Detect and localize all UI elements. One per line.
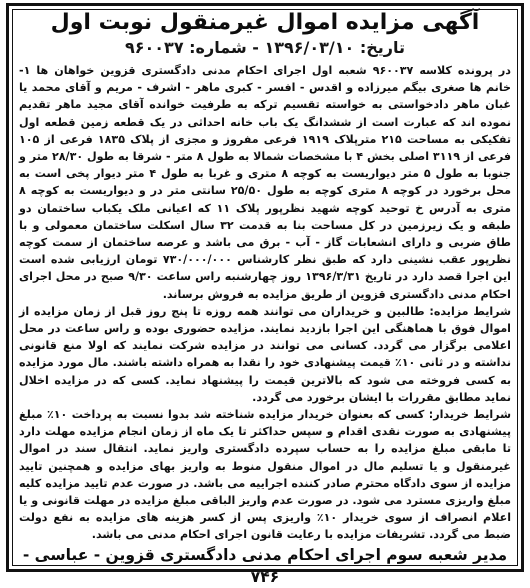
notice-frame [6,3,524,586]
notice-date-number: تاریخ: ۱۳۹۶/۰۳/۱۰ - شماره: ۹۶۰۰۳۷ [124,38,405,57]
notice-signature: مدیر شعبه سوم اجرای احکام مدنی دادگستری قزوین - عباسی - ۷۴۶ [22,545,508,586]
notice-title: آگهی مزایده اموال غیرمنقول نوبت اول [50,10,480,35]
notice-paragraph-buyer-terms: شرایط خریدار: کسی که بعنوان خریدار مزایده شناخته شد بدوا نسبت به پرداخت ۱۰٪ مبلغ پیشنهادی به صورت نقدی اقدام و سپس حداکثر تا یک ماه از زمان انجام مزایده مهلت دارد تا مابقی مبلغ مزایده را به حساب سپرده دادگستری واریز نماید. انتقال سند در اموال غیرمنقول و یا تسلیم مال در اموال منقول منوط به واریز بهای مزایده و همچنین تایید مزایده از سوی دادگاه محترم صادر کننده اجراییه می باشد. در صورت عدم تایید مزایده کلیه مبلغ واریزی مسترد می شود. در صورت عدم واریز الباقی مبلغ مزایده در مهلت قانونی و یا اعلام انصراف از سوی خریدار ۱۰٪ واریزی پس از کسر هزینه های مزایده به نفع دولت ضبط می گردد. تشریفات مزایده با رعایت قانون اجرای احکام مدنی می باشد. [19,408,511,542]
notice-paragraph-property: در پرونده کلاسه ۹۶۰۰۳۷ شعبه اول اجرای احکام مدنی دادگستری قزوین خواهان ها ۱- خانم ها صغری بیگم میرزاده و اقدس - افسر - کبری ماهر - اشرف - مریم و آقای محمد یا غبان ماهر دادخواستی به خواسته تقسیم ترکه به طرفیت خوانده آقای مجید ماهر تقدیم نموده اند که عبارت است از ششدانگ یک باب خانه احداثی در یک قطعه زمین قطعه اول تفکیکی به مساحت ۲۱۵ مترپلاک ۱۹۱۹ فرعی مفروز و مجزی از پلاک ۱۸۳۵ فرعی از ۱۰۵ فرعی از ۳۱۱۹ اصلی بخش ۴ با مشخصات شمالا به طول ۸ متر - شرقا به طول ۲۸/۳۰ متر و جنوبا به طول ۵ متر دیواریست به کوچه ۸ متری و غربا به طول ۴ متر دیوار پخی است به محل برخورد در کوچه ۸ متری کوچه به طول ۲۵/۵۰ سانتی متر در و دیواریست به کوچه ۸ متری به آدرس خ توحید کوچه شهید نظرپور پلاک ۱۱ که اعیانی ملک یکباب ساختمان دو طبقه و یک زیرزمین در کل مساحت بنا به قدمت ۳۲ سال اسکلت ساختمان معمولی و با طاق ضربی و دارای انشعابات گاز - آب - برق می باشد و عرصه ساختمان از سمت کوچه نظرپور عقب نشینی دارد که طبق نظر کارشناس ۷۳۰/۰۰۰/۰۰۰ تومان ارزیابی شده است این اجرا قصد دارد در تاریخ ۱۳۹۶/۳/۳۱ روز چهارشنبه راس ساعت ۹/۳۰ صبح در محل اجرای احکام مدنی دادگستری قزوین از طریق مزایده به فروش برساند. [19,64,511,301]
notice-paragraph-auction-terms: شرایط مزایده: طالبین و خریداران می توانند همه روزه تا پنج روز قبل از زمان مزایده از اموال فوق با هماهنگی این اجرا بازدید نمایند. مزایده حضوری بوده و راس ساعت در محل اعلامی برگزار می گردد. کسانی می توانند در مزایده شرکت نمایند که اولا منع قانونی نداشته و در ثانی ۱۰٪ قیمت پیشنهادی خود را نقدا به همراه داشته باشند. مال مورد مزایده به کسی فروخته می شود که بالاترین قیمت را پیشنهاد نماید. کسی که در مزایده اخلال نماید مطابق مقررات با ایشان برخورد می گردد. [19,304,512,404]
